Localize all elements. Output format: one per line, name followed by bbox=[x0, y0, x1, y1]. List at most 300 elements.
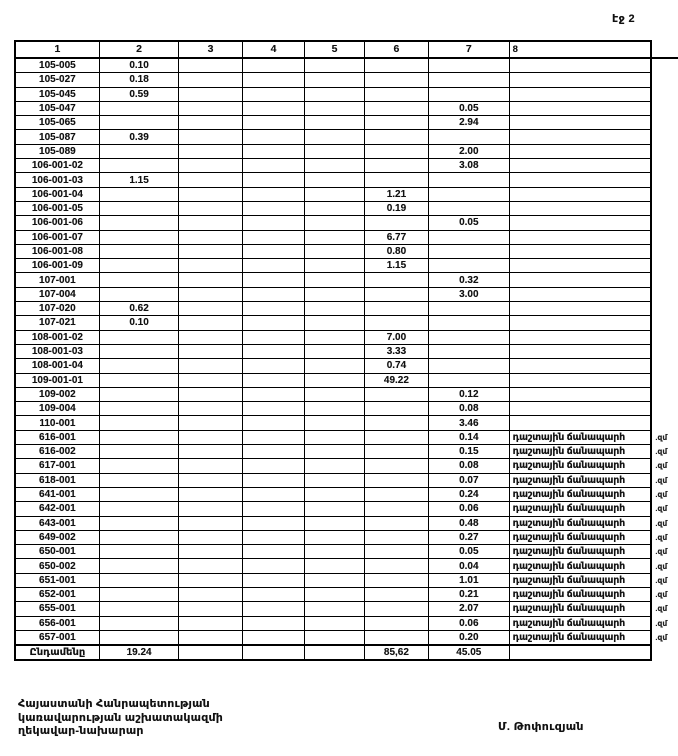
column-header-7: 7 bbox=[429, 41, 510, 58]
value-cell bbox=[99, 216, 179, 230]
value-cell bbox=[242, 630, 304, 645]
table-row bbox=[15, 330, 678, 344]
value-cell: 2.07 bbox=[429, 602, 510, 616]
value-cell bbox=[305, 416, 365, 430]
parcel-code-cell: 108-001-04 bbox=[15, 359, 99, 373]
value-cell: 0.18 bbox=[99, 73, 179, 87]
value-cell bbox=[305, 144, 365, 158]
value-cell bbox=[179, 87, 242, 101]
value-cell bbox=[179, 473, 242, 487]
value-cell bbox=[305, 573, 365, 587]
value-cell bbox=[99, 359, 179, 373]
table-row bbox=[15, 116, 678, 130]
table-row bbox=[15, 487, 678, 501]
value-cell bbox=[364, 459, 428, 473]
value-cell bbox=[99, 559, 179, 573]
value-cell bbox=[509, 387, 651, 401]
table-row bbox=[15, 559, 678, 573]
value-cell bbox=[242, 101, 304, 115]
margin-note-cell bbox=[651, 87, 678, 101]
value-cell bbox=[99, 445, 179, 459]
value-cell bbox=[305, 259, 365, 273]
margin-note-cell: .զմ bbox=[655, 633, 668, 643]
value-cell bbox=[305, 373, 365, 387]
value-cell: 0.27 bbox=[429, 530, 510, 544]
table-body bbox=[15, 58, 678, 660]
value-cell bbox=[179, 545, 242, 559]
value-cell: 3.46 bbox=[429, 416, 510, 430]
value-cell bbox=[242, 116, 304, 130]
table-row bbox=[15, 287, 678, 301]
value-cell bbox=[99, 159, 179, 173]
margin-note-cell bbox=[651, 130, 678, 144]
parcel-code-cell: 655-001 bbox=[15, 602, 99, 616]
value-cell bbox=[509, 359, 651, 373]
value-cell: դաշտային ճանապարհ bbox=[509, 530, 651, 544]
parcel-code-cell: 110-001 bbox=[15, 416, 99, 430]
value-cell bbox=[305, 359, 365, 373]
value-cell: դաշտային ճանապարհ bbox=[509, 445, 651, 459]
value-cell bbox=[305, 302, 365, 316]
value-cell bbox=[179, 587, 242, 601]
value-cell bbox=[509, 244, 651, 258]
value-cell bbox=[364, 144, 428, 158]
value-cell bbox=[179, 645, 242, 660]
parcel-code-cell: 105-045 bbox=[15, 87, 99, 101]
value-cell: 0.20 bbox=[429, 630, 510, 645]
value-cell bbox=[99, 259, 179, 273]
value-cell bbox=[179, 73, 242, 87]
margin-note-cell bbox=[651, 302, 678, 316]
parcel-code-cell: 616-001 bbox=[15, 430, 99, 444]
value-cell bbox=[429, 359, 510, 373]
value-cell bbox=[305, 602, 365, 616]
value-cell bbox=[509, 173, 651, 187]
value-cell bbox=[509, 58, 651, 73]
value-cell bbox=[509, 73, 651, 87]
value-cell bbox=[509, 187, 651, 201]
value-cell bbox=[99, 630, 179, 645]
value-cell bbox=[429, 130, 510, 144]
table-row bbox=[15, 502, 678, 516]
value-cell bbox=[305, 530, 365, 544]
value-cell bbox=[429, 259, 510, 273]
value-cell bbox=[509, 402, 651, 416]
value-cell: 0.08 bbox=[429, 402, 510, 416]
value-cell bbox=[242, 201, 304, 215]
signatory-name: Մ. Թոփուզյան bbox=[498, 721, 584, 733]
value-cell bbox=[305, 130, 365, 144]
parcel-code-cell: 641-001 bbox=[15, 487, 99, 501]
parcel-code-cell: 105-087 bbox=[15, 130, 99, 144]
column-header-2: 2 bbox=[99, 41, 179, 58]
value-cell bbox=[305, 459, 365, 473]
value-cell bbox=[179, 387, 242, 401]
value-cell bbox=[99, 344, 179, 358]
value-cell: 19.24 bbox=[99, 645, 179, 660]
margin-note-cell bbox=[651, 387, 678, 401]
value-cell bbox=[179, 173, 242, 187]
value-cell bbox=[509, 216, 651, 230]
value-cell bbox=[509, 144, 651, 158]
parcel-code-cell: 105-005 bbox=[15, 58, 99, 73]
value-cell bbox=[305, 201, 365, 215]
parcel-code-cell: 107-020 bbox=[15, 302, 99, 316]
value-cell bbox=[179, 344, 242, 358]
value-cell bbox=[364, 516, 428, 530]
value-cell bbox=[179, 416, 242, 430]
parcel-code-cell: 107-001 bbox=[15, 273, 99, 287]
value-cell bbox=[364, 216, 428, 230]
value-cell bbox=[364, 73, 428, 87]
value-cell bbox=[364, 387, 428, 401]
value-cell bbox=[99, 502, 179, 516]
value-cell bbox=[242, 216, 304, 230]
value-cell bbox=[99, 373, 179, 387]
value-cell bbox=[99, 473, 179, 487]
value-cell bbox=[179, 630, 242, 645]
value-cell: 0.59 bbox=[99, 87, 179, 101]
value-cell bbox=[179, 487, 242, 501]
table-row bbox=[15, 144, 678, 158]
margin-note-cell bbox=[651, 344, 678, 358]
margin-note-cell bbox=[651, 330, 678, 344]
value-cell bbox=[305, 630, 365, 645]
value-cell: 0.10 bbox=[99, 58, 179, 73]
value-cell bbox=[364, 316, 428, 330]
value-cell bbox=[305, 101, 365, 115]
value-cell bbox=[99, 244, 179, 258]
value-cell bbox=[305, 616, 365, 630]
value-cell: 49.22 bbox=[364, 373, 428, 387]
value-cell: 0.74 bbox=[364, 359, 428, 373]
value-cell bbox=[179, 445, 242, 459]
margin-note-cell bbox=[651, 58, 678, 73]
value-cell bbox=[99, 416, 179, 430]
column-header-5: 5 bbox=[305, 41, 365, 58]
value-cell: 0.05 bbox=[429, 101, 510, 115]
parcel-code-cell: 106-001-07 bbox=[15, 230, 99, 244]
value-cell bbox=[179, 244, 242, 258]
value-cell bbox=[179, 58, 242, 73]
value-cell: դաշտային ճանապարհ bbox=[509, 459, 651, 473]
value-cell bbox=[305, 73, 365, 87]
value-cell bbox=[99, 459, 179, 473]
parcel-code-cell: 107-021 bbox=[15, 316, 99, 330]
value-cell bbox=[364, 159, 428, 173]
value-cell bbox=[305, 173, 365, 187]
parcel-code-cell: 650-001 bbox=[15, 545, 99, 559]
value-cell bbox=[179, 430, 242, 444]
parcel-code-cell: 656-001 bbox=[15, 616, 99, 630]
value-cell bbox=[364, 573, 428, 587]
value-cell bbox=[509, 259, 651, 273]
value-cell: 0.10 bbox=[99, 316, 179, 330]
margin-note-cell bbox=[651, 359, 678, 373]
value-cell bbox=[179, 530, 242, 544]
column-header-3: 3 bbox=[179, 41, 242, 58]
table-row bbox=[15, 244, 678, 258]
value-cell bbox=[364, 87, 428, 101]
value-cell: 0.05 bbox=[429, 545, 510, 559]
value-cell bbox=[99, 516, 179, 530]
value-cell bbox=[509, 645, 651, 660]
value-cell bbox=[509, 230, 651, 244]
parcel-code-cell: 106-001-08 bbox=[15, 244, 99, 258]
value-cell: 6.77 bbox=[364, 230, 428, 244]
value-cell bbox=[364, 616, 428, 630]
table-row bbox=[15, 216, 678, 230]
value-cell bbox=[364, 116, 428, 130]
parcel-code-cell: 107-004 bbox=[15, 287, 99, 301]
value-cell: 0.48 bbox=[429, 516, 510, 530]
value-cell: 0.21 bbox=[429, 587, 510, 601]
value-cell bbox=[179, 302, 242, 316]
value-cell bbox=[509, 416, 651, 430]
parcel-code-cell: 109-004 bbox=[15, 402, 99, 416]
value-cell: 7.00 bbox=[364, 330, 428, 344]
value-cell bbox=[242, 259, 304, 273]
value-cell bbox=[242, 144, 304, 158]
value-cell bbox=[242, 173, 304, 187]
land-parcel-table bbox=[14, 40, 678, 661]
value-cell bbox=[179, 101, 242, 115]
value-cell bbox=[364, 445, 428, 459]
table-row bbox=[15, 273, 678, 287]
value-cell bbox=[242, 373, 304, 387]
table-row bbox=[15, 459, 678, 473]
value-cell bbox=[179, 230, 242, 244]
value-cell: 0.08 bbox=[429, 459, 510, 473]
margin-note-cell bbox=[651, 373, 678, 387]
value-cell bbox=[364, 530, 428, 544]
table-row bbox=[15, 101, 678, 115]
issuing-authority-block bbox=[18, 698, 223, 739]
parcel-code-cell: 106-001-05 bbox=[15, 201, 99, 215]
margin-note-cell bbox=[651, 244, 678, 258]
total-row bbox=[15, 645, 678, 660]
margin-note-cell: .զմ bbox=[655, 561, 668, 571]
margin-note-cell bbox=[651, 645, 678, 660]
value-cell bbox=[364, 273, 428, 287]
value-cell bbox=[364, 130, 428, 144]
margin-note-cell bbox=[651, 144, 678, 158]
margin-note-cell: .զմ bbox=[655, 490, 668, 500]
value-cell bbox=[99, 201, 179, 215]
value-cell bbox=[242, 273, 304, 287]
value-cell bbox=[179, 502, 242, 516]
value-cell bbox=[364, 545, 428, 559]
value-cell: դաշտային ճանապարհ bbox=[509, 559, 651, 573]
value-cell bbox=[429, 187, 510, 201]
value-cell bbox=[305, 430, 365, 444]
parcel-code-cell: 649-002 bbox=[15, 530, 99, 544]
value-cell bbox=[242, 459, 304, 473]
value-cell bbox=[509, 116, 651, 130]
margin-note-cell bbox=[651, 73, 678, 87]
value-cell bbox=[509, 373, 651, 387]
value-cell: 0.19 bbox=[364, 201, 428, 215]
margin-note-cell: .զմ bbox=[655, 432, 668, 442]
value-cell bbox=[179, 616, 242, 630]
value-cell bbox=[99, 545, 179, 559]
parcel-code-cell: 616-002 bbox=[15, 445, 99, 459]
value-cell bbox=[99, 402, 179, 416]
value-cell: 0.07 bbox=[429, 473, 510, 487]
value-cell bbox=[242, 130, 304, 144]
value-cell bbox=[305, 273, 365, 287]
value-cell bbox=[242, 387, 304, 401]
value-cell: 0.39 bbox=[99, 130, 179, 144]
value-cell bbox=[509, 330, 651, 344]
value-cell bbox=[429, 244, 510, 258]
table-row bbox=[15, 587, 678, 601]
value-cell: 0.06 bbox=[429, 502, 510, 516]
value-cell bbox=[242, 58, 304, 73]
value-cell bbox=[305, 159, 365, 173]
value-cell: 1.01 bbox=[429, 573, 510, 587]
value-cell bbox=[179, 130, 242, 144]
margin-note-cell bbox=[651, 159, 678, 173]
value-cell bbox=[364, 502, 428, 516]
value-cell bbox=[305, 487, 365, 501]
value-cell bbox=[242, 402, 304, 416]
value-cell bbox=[242, 473, 304, 487]
value-cell bbox=[99, 287, 179, 301]
margin-note-cell bbox=[651, 116, 678, 130]
value-cell bbox=[99, 616, 179, 630]
value-cell bbox=[99, 230, 179, 244]
value-cell bbox=[509, 316, 651, 330]
margin-note-cell: .զմ bbox=[655, 590, 668, 600]
value-cell: դաշտային ճանապարհ bbox=[509, 573, 651, 587]
value-cell: դաշտային ճանապարհ bbox=[509, 545, 651, 559]
value-cell bbox=[179, 201, 242, 215]
value-cell bbox=[242, 73, 304, 87]
table-row bbox=[15, 359, 678, 373]
table-header bbox=[15, 41, 678, 58]
value-cell: դաշտային ճանապարհ bbox=[509, 516, 651, 530]
value-cell bbox=[242, 587, 304, 601]
value-cell bbox=[305, 445, 365, 459]
value-cell bbox=[364, 430, 428, 444]
page-number-label: էջ 2 bbox=[612, 13, 635, 25]
value-cell bbox=[509, 130, 651, 144]
value-cell: դաշտային ճանապարհ bbox=[509, 602, 651, 616]
parcel-code-cell: 651-001 bbox=[15, 573, 99, 587]
value-cell bbox=[364, 587, 428, 601]
total-label-cell: Ընդամենը bbox=[15, 645, 99, 660]
value-cell bbox=[242, 416, 304, 430]
table-row bbox=[15, 445, 678, 459]
value-cell bbox=[99, 330, 179, 344]
value-cell bbox=[364, 302, 428, 316]
value-cell bbox=[305, 502, 365, 516]
value-cell bbox=[242, 230, 304, 244]
parcel-code-cell: 108-001-03 bbox=[15, 344, 99, 358]
table-row bbox=[15, 616, 678, 630]
table-row bbox=[15, 159, 678, 173]
value-cell bbox=[242, 545, 304, 559]
value-cell bbox=[509, 344, 651, 358]
value-cell bbox=[509, 159, 651, 173]
column-header-4: 4 bbox=[242, 41, 304, 58]
value-cell bbox=[242, 616, 304, 630]
value-cell bbox=[429, 316, 510, 330]
value-cell: 0.32 bbox=[429, 273, 510, 287]
value-cell bbox=[305, 516, 365, 530]
value-cell bbox=[242, 487, 304, 501]
value-cell: 3.08 bbox=[429, 159, 510, 173]
value-cell bbox=[305, 230, 365, 244]
value-cell bbox=[179, 116, 242, 130]
value-cell bbox=[305, 473, 365, 487]
margin-note-cell bbox=[651, 187, 678, 201]
value-cell bbox=[305, 116, 365, 130]
value-cell: 85,62 bbox=[364, 645, 428, 660]
value-cell bbox=[179, 216, 242, 230]
margin-note-cell bbox=[651, 402, 678, 416]
parcel-code-cell: 109-002 bbox=[15, 387, 99, 401]
value-cell: 3.33 bbox=[364, 344, 428, 358]
value-cell bbox=[305, 87, 365, 101]
value-cell bbox=[179, 287, 242, 301]
value-cell bbox=[242, 187, 304, 201]
value-cell bbox=[429, 330, 510, 344]
table-row bbox=[15, 573, 678, 587]
value-cell bbox=[364, 416, 428, 430]
value-cell bbox=[179, 559, 242, 573]
value-cell bbox=[179, 402, 242, 416]
value-cell bbox=[364, 173, 428, 187]
margin-note-cell bbox=[651, 259, 678, 273]
value-cell bbox=[179, 602, 242, 616]
value-cell: 0.80 bbox=[364, 244, 428, 258]
margin-note-cell bbox=[651, 201, 678, 215]
value-cell: 0.62 bbox=[99, 302, 179, 316]
margin-note-cell bbox=[651, 173, 678, 187]
value-cell: 45.05 bbox=[429, 645, 510, 660]
value-cell bbox=[99, 187, 179, 201]
table-row bbox=[15, 473, 678, 487]
value-cell bbox=[305, 287, 365, 301]
value-cell bbox=[179, 459, 242, 473]
value-cell bbox=[305, 387, 365, 401]
value-cell bbox=[242, 502, 304, 516]
value-cell: 1.15 bbox=[364, 259, 428, 273]
margin-note-header bbox=[651, 41, 678, 58]
value-cell: 2.00 bbox=[429, 144, 510, 158]
margin-note-cell: .զմ bbox=[655, 547, 668, 557]
value-cell bbox=[242, 559, 304, 573]
parcel-code-cell: 106-001-02 bbox=[15, 159, 99, 173]
value-cell bbox=[305, 330, 365, 344]
value-cell: 0.12 bbox=[429, 387, 510, 401]
margin-note-cell: .զմ bbox=[655, 604, 668, 614]
value-cell bbox=[429, 73, 510, 87]
value-cell bbox=[429, 302, 510, 316]
value-cell bbox=[242, 87, 304, 101]
parcel-code-cell: 650-002 bbox=[15, 559, 99, 573]
table-row bbox=[15, 58, 678, 73]
value-cell bbox=[429, 344, 510, 358]
value-cell: դաշտային ճանապարհ bbox=[509, 502, 651, 516]
value-cell: 1.21 bbox=[364, 187, 428, 201]
value-cell bbox=[364, 402, 428, 416]
value-cell bbox=[179, 159, 242, 173]
table-row bbox=[15, 402, 678, 416]
value-cell bbox=[99, 387, 179, 401]
